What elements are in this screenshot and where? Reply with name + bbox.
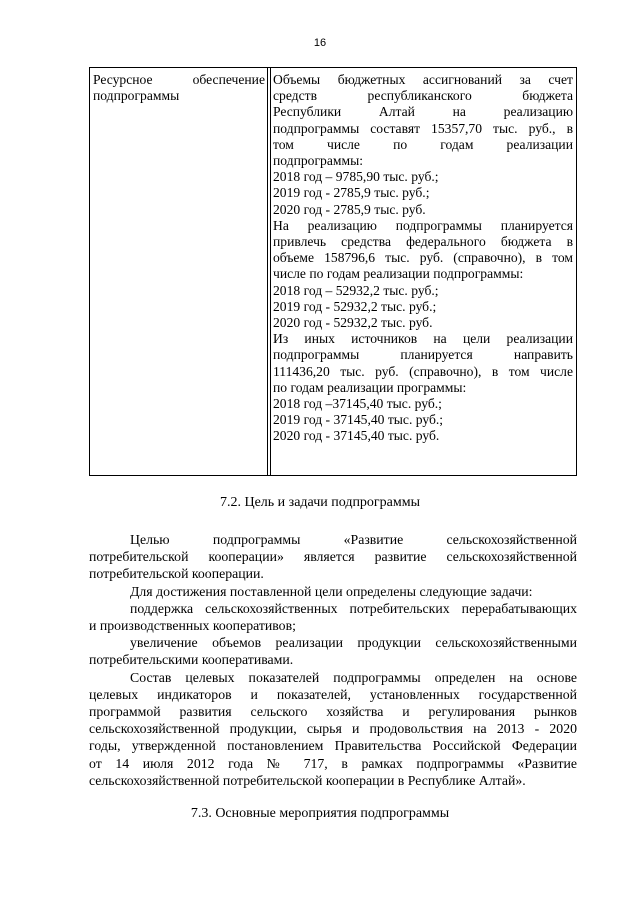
left-cell-line: Ресурсное обеспечение (93, 72, 265, 87)
paragraph-line: увеличение объемов реализации продукции сельскохозяйственными (130, 635, 577, 651)
paragraph-line: потребительской кооперации» является развитие сельскохозяйственной (89, 549, 577, 565)
paragraph-line: программой развития сельского хозяйства и регулирования рынков (89, 704, 577, 720)
table-line: 2019 год - 37145,40 тыс. руб.; (273, 412, 444, 428)
table-line: 2019 год - 2785,9 тыс. руб.; (273, 185, 430, 201)
paragraph-line: потребительской кооперации. (89, 566, 264, 582)
table-left-cell (93, 72, 265, 104)
paragraph-line: сельскохозяйственной потребительской кооперации в Республике Алтай». (89, 772, 526, 788)
section-heading: 7.2. Цель и задачи подпрограммы (219, 495, 421, 510)
table-line: Из иных источников на цели реализации (273, 331, 573, 347)
paragraph-line: сельскохозяйственной продукции, сырья и продовольствия на 2013 - 2020 (89, 721, 577, 737)
paragraph-line: Целью подпрограммы «Развитие сельскохозяйственной (130, 532, 577, 547)
page-number: 16 (313, 37, 327, 49)
table-line: 111436,20 тыс. руб. (справочно), в том числе (273, 363, 573, 379)
table-line: привлечь средства федерального бюджета в (273, 234, 573, 250)
table-line: На реализацию подпрограммы планируется (273, 217, 573, 233)
table-line: 2020 год - 37145,40 тыс. руб. (273, 428, 440, 444)
table-line: 2019 год - 52932,2 тыс. руб.; (273, 298, 437, 314)
paragraph-line: и производственных кооперативов; (89, 618, 296, 634)
table-line: 2018 год – 9785,90 тыс. руб.; (273, 169, 439, 185)
paragraph-line: Состав целевых показателей подпрограммы определен на основе (130, 669, 577, 685)
paragraph-line: потребительскими кооперативами. (89, 652, 294, 668)
table-line: 2018 год –37145,40 тыс. руб.; (273, 396, 442, 412)
table-divider-inner (270, 68, 271, 475)
body-text (89, 531, 577, 789)
table-line: 2018 год – 52932,2 тыс. руб.; (273, 282, 439, 298)
table-line: том числе по годам реализации (273, 136, 573, 152)
table-line: подпрограммы планируется направить (273, 347, 573, 363)
table-line: Объемы бюджетных ассигнований за счет (273, 72, 573, 87)
table-line: числе по годам реализации подпрограммы: (273, 266, 524, 282)
paragraph-line: годы, утвержденной постановлением Правительства Российской Федерации (89, 738, 577, 754)
paragraph-line: Для достижения поставленной цели определены следующие задачи: (130, 583, 533, 599)
paragraph-line: целевых индикаторов и показателей, установленных государственной (89, 686, 577, 702)
table-line: средств республиканского бюджета (273, 88, 573, 104)
section-heading: 7.3. Основные мероприятия подпрограммы (190, 806, 450, 821)
left-cell-line: подпрограммы (93, 88, 180, 104)
table-line: Республики Алтай на реализацию (273, 104, 573, 120)
table-line: по годам реализации программы: (273, 379, 467, 395)
table-line: объеме 158796,6 тыс. руб. (справочно), в том (273, 250, 573, 266)
table-line: подпрограммы составят 15357,70 тыс. руб., в (273, 120, 573, 136)
table-right-cell (273, 72, 573, 445)
paragraph-line: поддержка сельскохозяйственных потребительских перерабатывающих (130, 600, 577, 616)
table-line: подпрограммы: (273, 153, 363, 169)
resource-table (89, 67, 577, 476)
table-line: 2020 год - 52932,2 тыс. руб. (273, 315, 433, 331)
paragraph-line: от 14 июля 2012 года № 717, в рамках подпрограммы «Развитие (89, 755, 577, 771)
table-line: 2020 год - 2785,9 тыс. руб. (273, 201, 426, 217)
table-divider (267, 68, 268, 475)
